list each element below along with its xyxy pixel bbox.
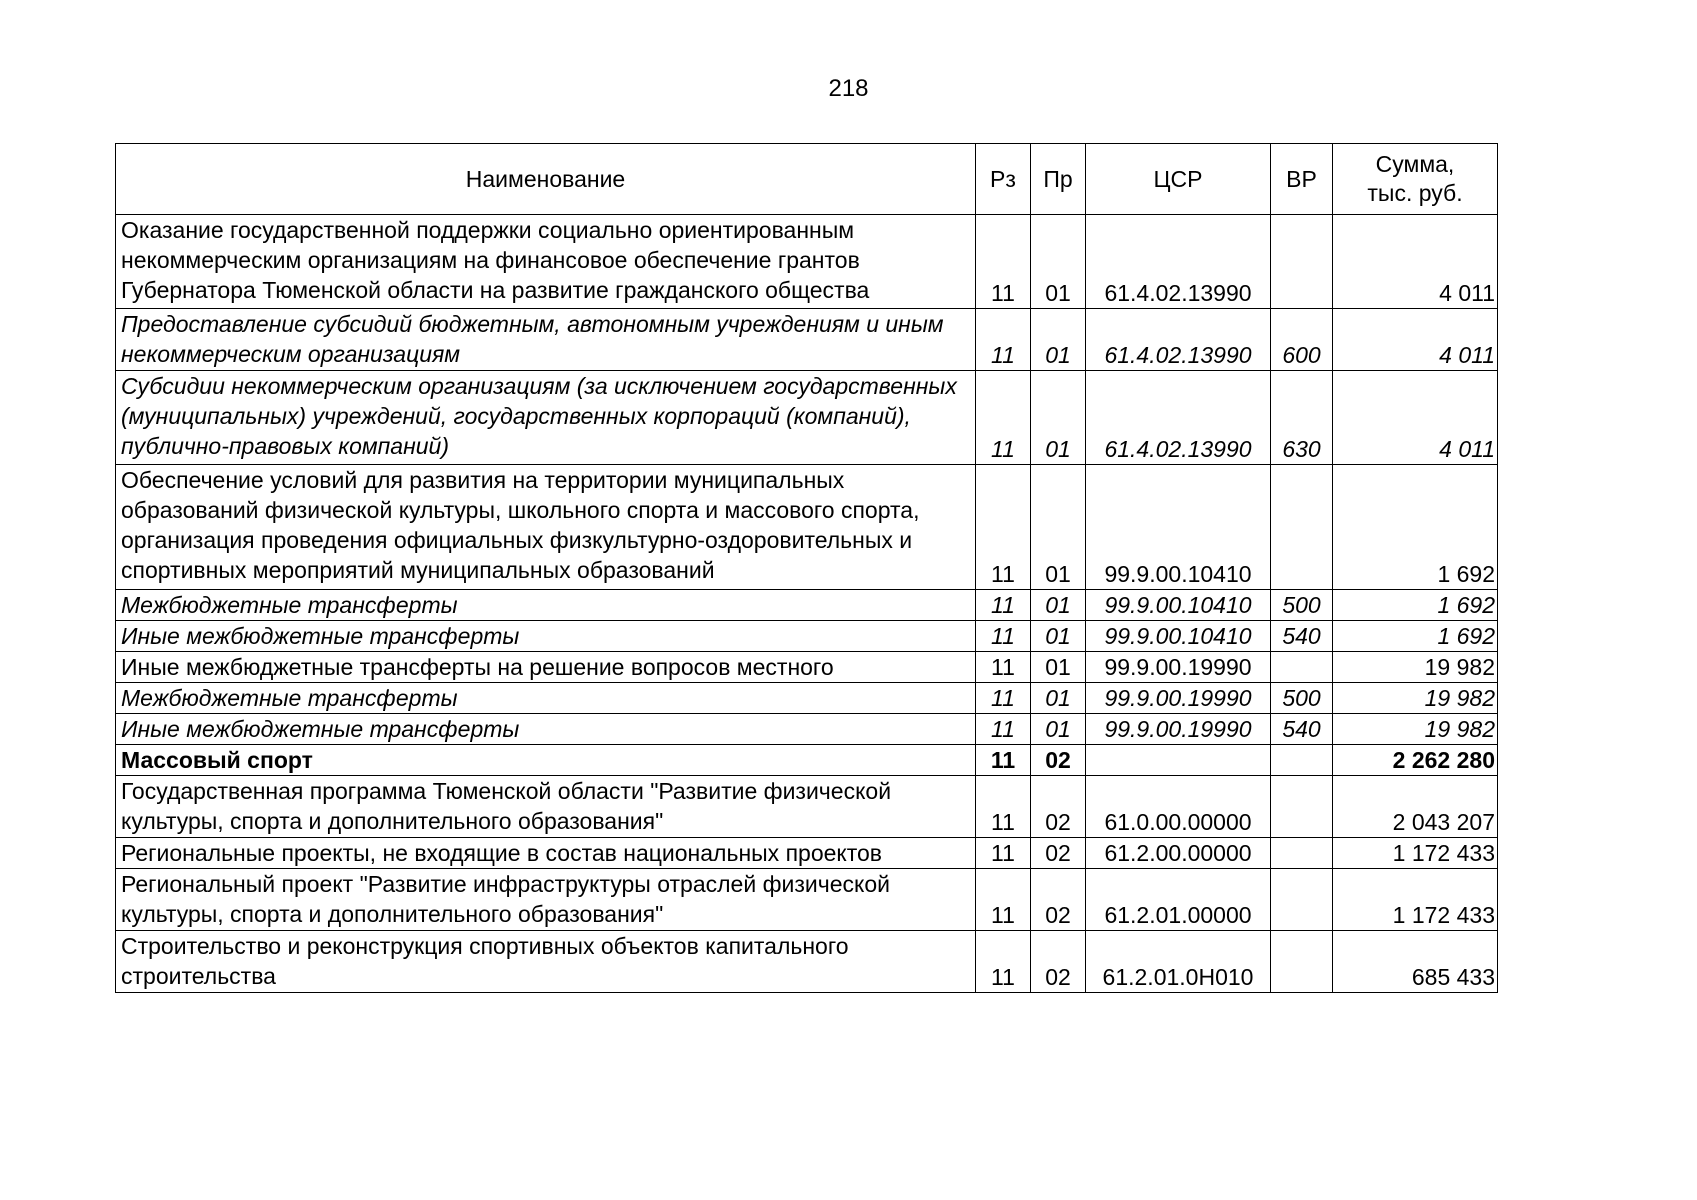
row-rz: 11 [976,309,1031,371]
row-csr: 99.9.00.19990 [1086,683,1271,714]
row-vr: 500 [1271,590,1333,621]
table-row [116,652,1498,683]
row-rz: 11 [976,215,1031,309]
row-vr [1271,215,1333,309]
table-row [116,683,1498,714]
row-sum: 19 982 [1333,683,1498,714]
row-vr [1271,776,1333,838]
row-csr: 61.4.02.13990 [1086,309,1271,371]
row-rz: 11 [976,745,1031,776]
header-sum-line1: Сумма, [1375,151,1455,177]
header-csr: ЦСР [1086,144,1271,215]
row-vr: 540 [1271,714,1333,745]
row-csr: 61.4.02.13990 [1086,371,1271,465]
row-pr: 01 [1031,215,1086,309]
row-csr: 61.0.00.00000 [1086,776,1271,838]
table-row [116,838,1498,869]
header-name: Наименование [116,144,976,215]
row-vr: 540 [1271,621,1333,652]
row-sum: 19 982 [1333,714,1498,745]
row-vr: 630 [1271,371,1333,465]
row-vr [1271,745,1333,776]
header-vr: ВР [1271,144,1333,215]
row-csr: 99.9.00.19990 [1086,714,1271,745]
row-sum: 4 011 [1333,371,1498,465]
table-row [116,869,1498,931]
row-csr: 99.9.00.10410 [1086,590,1271,621]
row-csr [1086,745,1271,776]
row-rz: 11 [976,869,1031,931]
row-sum: 1 172 433 [1333,838,1498,869]
row-name: Межбюджетные трансферты [116,590,976,621]
row-rz: 11 [976,931,1031,993]
row-name: Оказание государственной поддержки социально ориентированным некоммерческим организациям на финансовое обеспечение грантов Губернатора Тюменской области на развитие гражданского общества [116,215,976,309]
table-row [116,215,1498,309]
row-pr: 01 [1031,652,1086,683]
table-row [116,931,1498,993]
header-pr: Пр [1031,144,1086,215]
row-sum: 1 692 [1333,621,1498,652]
row-vr [1271,931,1333,993]
row-name: Региональный проект "Развитие инфраструктуры отраслей физической культуры, спорта и дополнительного образования" [116,869,976,931]
row-pr: 02 [1031,745,1086,776]
row-sum: 2 262 280 [1333,745,1498,776]
row-sum: 1 172 433 [1333,869,1498,931]
row-name: Государственная программа Тюменской области "Развитие физической культуры, спорта и дополнительного образования" [116,776,976,838]
table-row [116,590,1498,621]
row-sum: 685 433 [1333,931,1498,993]
row-rz: 11 [976,683,1031,714]
row-csr: 99.9.00.10410 [1086,621,1271,652]
row-name: Массовый спорт [116,745,976,776]
row-name: Межбюджетные трансферты [116,683,976,714]
table-header-row [116,144,1498,215]
row-sum: 2 043 207 [1333,776,1498,838]
row-pr: 02 [1031,838,1086,869]
row-pr: 02 [1031,869,1086,931]
row-vr [1271,465,1333,590]
row-sum: 1 692 [1333,465,1498,590]
row-pr: 02 [1031,776,1086,838]
row-pr: 01 [1031,371,1086,465]
row-vr [1271,869,1333,931]
table-row [116,621,1498,652]
row-name: Иные межбюджетные трансферты [116,714,976,745]
row-csr: 99.9.00.19990 [1086,652,1271,683]
row-name: Иные межбюджетные трансферты [116,621,976,652]
header-sum [1333,144,1498,215]
row-sum: 19 982 [1333,652,1498,683]
row-sum: 4 011 [1333,309,1498,371]
row-rz: 11 [976,652,1031,683]
row-rz: 11 [976,838,1031,869]
table-row [116,776,1498,838]
row-pr: 01 [1031,309,1086,371]
row-rz: 11 [976,371,1031,465]
table-row [116,714,1498,745]
row-pr: 01 [1031,714,1086,745]
row-pr: 01 [1031,621,1086,652]
row-rz: 11 [976,714,1031,745]
row-rz: 11 [976,621,1031,652]
table-row [116,309,1498,371]
row-pr: 01 [1031,590,1086,621]
table-row [116,745,1498,776]
row-name: Строительство и реконструкция спортивных объектов капитального строительства [116,931,976,993]
row-csr: 61.2.00.00000 [1086,838,1271,869]
row-pr: 01 [1031,683,1086,714]
row-csr: 99.9.00.10410 [1086,465,1271,590]
table-row [116,371,1498,465]
row-vr [1271,838,1333,869]
row-vr: 500 [1271,683,1333,714]
row-csr: 61.2.01.0Н010 [1086,931,1271,993]
row-rz: 11 [976,465,1031,590]
row-csr: 61.4.02.13990 [1086,215,1271,309]
row-name: Предоставление субсидий бюджетным, автономным учреждениям и иным некоммерческим организациям [116,309,976,371]
row-sum: 1 692 [1333,590,1498,621]
budget-table [115,143,1498,993]
row-vr [1271,652,1333,683]
row-csr: 61.2.01.00000 [1086,869,1271,931]
header-sum-line2: тыс. руб. [1367,180,1463,206]
row-name: Субсидии некоммерческим организациям (за исключением государственных (муниципальных) учреждений, государственных корпораций (компаний), публично-правовых компаний) [116,371,976,465]
header-rz: Рз [976,144,1031,215]
row-sum: 4 011 [1333,215,1498,309]
row-vr: 600 [1271,309,1333,371]
row-pr: 01 [1031,465,1086,590]
row-name: Обеспечение условий для развития на территории муниципальных образований физической культуры, школьного спорта и массового спорта, организация проведения официальных физкультурно-оздоровительных и спортивных мероприятий муниципальных образований [116,465,976,590]
row-rz: 11 [976,776,1031,838]
table-row [116,465,1498,590]
row-rz: 11 [976,590,1031,621]
page-number: 218 [828,75,869,102]
row-name: Иные межбюджетные трансферты на решение вопросов местного [116,652,976,683]
row-pr: 02 [1031,931,1086,993]
row-name: Региональные проекты, не входящие в состав национальных проектов [116,838,976,869]
